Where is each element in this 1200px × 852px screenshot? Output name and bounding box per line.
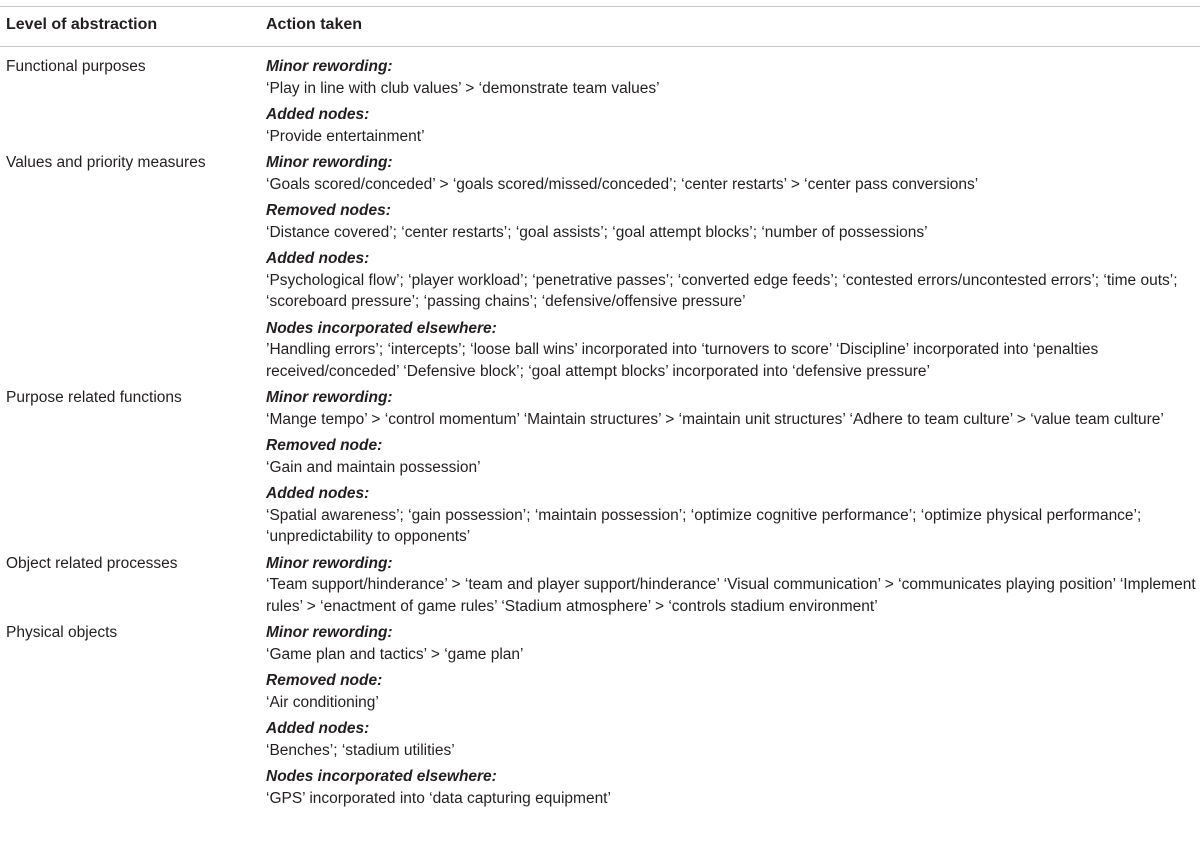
level-cell: Object related processes [6,554,178,572]
action-group [266,200,1196,243]
header-rule [0,46,1200,47]
action-subheading: Added nodes: [266,485,370,502]
level-cell: Values and priority measures [6,154,206,171]
action-subheading: Added nodes: [266,720,370,737]
action-group [266,483,1196,548]
action-text: ‘Gain and maintain possession’ [266,458,481,476]
action-subheading: Added nodes: [266,250,370,267]
header-level: Level of abstraction [6,16,158,33]
action-text: ‘Air conditioning’ [266,693,379,711]
action-subheading: Minor rewording: [266,154,393,171]
action-group [266,718,1196,761]
level-cell: Purpose related functions [6,389,182,406]
top-rule [0,6,1200,7]
action-group [266,435,1196,478]
table-row [0,152,1200,387]
action-group [266,104,1196,147]
action-group [266,622,1196,665]
table-row [0,56,1200,152]
action-text: ‘GPS’ incorporated into ‘data capturing equipment’ [266,789,611,807]
table-body [0,56,1200,814]
action-text: ‘Distance covered’; ‘center restarts’; ‘goal assists’; ‘goal attempt blocks’; ‘number of possessions’ [266,223,928,241]
action-cell [266,56,1196,152]
action-subheading: Nodes incorporated elsewhere: [266,319,497,337]
action-subheading: Minor rewording: [266,389,393,406]
action-text: ‘Psychological flow’; ‘player workload’; ‘penetrative passes’; ‘converted edge feeds’; ‘contested errors/uncontested errors’; ‘time outs’; ‘scoreboard pressure’; ‘passing chains’; ‘defensive/offensive pressure’ [266,271,1178,310]
header-action: Action taken [266,16,363,33]
action-group [266,766,1196,809]
table-header [0,16,1200,38]
table-row [0,387,1200,553]
action-cell [266,387,1196,553]
action-text: ‘Mange tempo’ > ‘control momentum’ ‘Maintain structures’ > ‘maintain unit structures’ ‘Adhere to team culture’ > ‘value team culture’ [266,410,1164,428]
action-subheading: Removed node: [266,437,383,454]
level-cell: Functional purposes [6,58,146,75]
action-subheading: Minor rewording: [266,58,393,75]
table-row [0,622,1200,814]
action-subheading: Nodes incorporated elsewhere: [266,768,497,785]
action-cell [266,622,1196,814]
action-subheading: Removed nodes: [266,202,391,219]
action-subheading: Added nodes: [266,106,370,123]
action-text: ‘Spatial awareness’; ‘gain possession’; ‘maintain possession’; ‘optimize cognitive performance’; ‘optimize physical performance’; ‘unpredictability to opponents’ [266,506,1142,545]
action-group [266,56,1196,99]
action-text: ‘Goals scored/conceded’ > ‘goals scored/missed/conceded’; ‘center restarts’ > ‘center pass conversions’ [266,175,979,193]
level-cell: Physical objects [6,624,118,641]
action-text: ‘Team support/hinderance’ > ‘team and player support/hinderance’ ‘Visual communication’ > ‘communicates playing position’ ‘Implement rules’ > ‘enactment of game rules’ ‘Stadium atmosphere’ > ‘controls stadium environment’ [266,576,1196,615]
action-text: ‘Game plan and tactics’ > ‘game plan’ [266,645,524,663]
action-subheading: Minor rewording: [266,554,393,572]
action-subheading: Minor rewording: [266,624,393,641]
action-text: ‘Play in line with club values’ > ‘demonstrate team values’ [266,79,660,97]
action-group [266,152,1196,195]
action-group [266,387,1196,430]
action-group [266,318,1196,383]
action-cell [266,152,1196,387]
action-group [266,670,1196,713]
action-text: ’Handling errors’; ‘intercepts’; ‘loose ball wins’ incorporated into ‘turnovers to score’ ‘Discipline’ incorporated into ‘penalties received/conceded’ ‘Defensive block’; ‘goal attempt blocks’ incorporated into ‘defensive pressure’ [266,341,1099,380]
action-subheading: Removed node: [266,672,383,689]
action-group [266,248,1196,313]
table-row [0,553,1200,623]
action-text: ‘Provide entertainment’ [266,127,425,145]
action-group [266,553,1196,618]
action-cell [266,553,1196,623]
action-text: ‘Benches’; ‘stadium utilities’ [266,741,455,759]
